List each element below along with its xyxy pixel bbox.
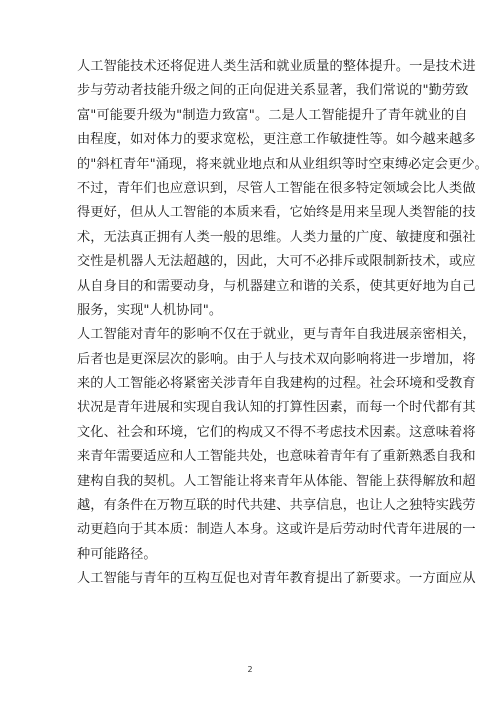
text-line: 状况是青年进展和实现自我认知的打算性因素，而每一个时代都有其 [77,400,476,416]
text-line: 越，有条件在万物互联的时代共建、共享信息，也让人之独特实践劳 [77,498,476,514]
text-line: 文化、社会和环境，它们的构成又不得不考虑技术因素。这意味着将 [77,424,476,440]
text-line: 交性是机器人无法超越的，因此，大可不必排斥或限制新技术，或应 [77,254,476,270]
text-line: 后者也是更深层次的影响。由于人与技术双向影响将进一步增加，将 [77,351,476,367]
text-line: 服务，实现"人机协同"。 [77,302,223,318]
text-line: 不过，青年们也应意识到，尽管人工智能在很多特定领域会比人类做 [77,180,476,196]
text-line: 的"斜杠青年"涌现，将来就业地点和从业组织等时空束缚必定会更少。 [77,156,488,172]
text-line: 术，无法真正拥有人类一般的思维。人类力量的广度、敏捷度和强社 [77,229,476,245]
text-line: 由程度，如对体力的要求宽松，更注意工作敏捷性等。如今越来越多 [77,132,476,148]
text-line: 来青年需要适应和人工智能共处，也意味着青年有了重新熟悉自我和 [77,449,476,465]
text-line: 人工智能对青年的影响不仅在于就业，更与青年自我进展亲密相关， [77,327,476,343]
text-line: 种可能路径。 [77,546,157,562]
text-line: 动更趋向于其本质：制造人本身。这或许是后劳动时代青年进展的一 [77,522,476,538]
text-line: 建构自我的契机。人工智能让将来青年从体能、智能上获得解放和超 [77,473,476,489]
text-line: 从自身目的和需要动身，与机器建立和谐的关系，使其更好地为自己 [77,278,476,294]
text-line: 得更好，但从人工智能的本质来看，它始终是用来呈现人类智能的技 [77,205,476,221]
text-line: 人工智能与青年的互构互促也对青年教育提出了新要求。一方面应从 [77,571,476,587]
page-number: 2 [247,665,253,674]
body-text [77,55,488,592]
text-line: 步与劳动者技能升级之间的正向促进关系显著，我们常说的"勤劳致 [77,83,469,99]
text-line: 富"可能要升级为"制造力致富"。二是人工智能提升了青年就业的自 [77,107,468,123]
text-line: 来的人工智能必将紧密关涉青年自我建构的过程。社会环境和受教育 [77,376,476,392]
text-line: 人工智能技术还将促进人类生活和就业质量的整体提升。一是技术进 [77,59,476,74]
